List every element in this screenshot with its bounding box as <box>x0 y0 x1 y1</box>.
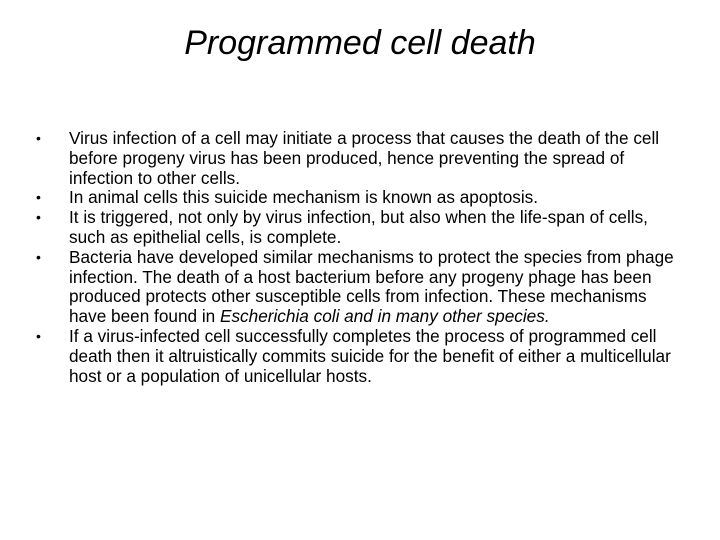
bullet-list <box>36 129 684 386</box>
species-name-italic: Escherichia coli and in many other species. <box>220 306 550 327</box>
bullet-text-plain: Bacteria have developed similar mechanisms to protect the species from phage infection. The death of a host bacterium before any progeny phage has been produced protects other susceptible cells from infection. These mechanisms have been found in <box>69 246 674 327</box>
bullet-text: It is triggered, not only by virus infection, but also when the life-span of cells, such as epithelial cells, is complete. <box>69 207 648 247</box>
bullet-item <box>36 208 684 248</box>
bullet-text: If a virus-infected cell successfully completes the process of programmed cell death then it altruistically commits suicide for the benefit of either a multicellular host or a population of unicellular hosts. <box>69 325 671 386</box>
bullet-marker: • <box>36 130 41 146</box>
bullet-text: Virus infection of a cell may initiate a process that causes the death of the cell before progeny virus has been produced, hence preventing the spread of infection to other cells. <box>69 128 660 188</box>
bullet-text: In animal cells this suicide mechanism is known as apoptosis. <box>69 187 539 208</box>
bullet-text <box>69 247 674 326</box>
slide-title: Programmed cell death <box>184 24 536 62</box>
bullet-item <box>36 248 684 327</box>
bullet-item <box>36 188 684 208</box>
bullet-item <box>36 129 684 188</box>
bullet-marker: • <box>36 189 41 206</box>
bullet-marker: • <box>36 327 41 344</box>
bullet-marker: • <box>36 248 41 265</box>
bullet-marker: • <box>36 209 41 226</box>
bullet-item <box>36 327 684 386</box>
